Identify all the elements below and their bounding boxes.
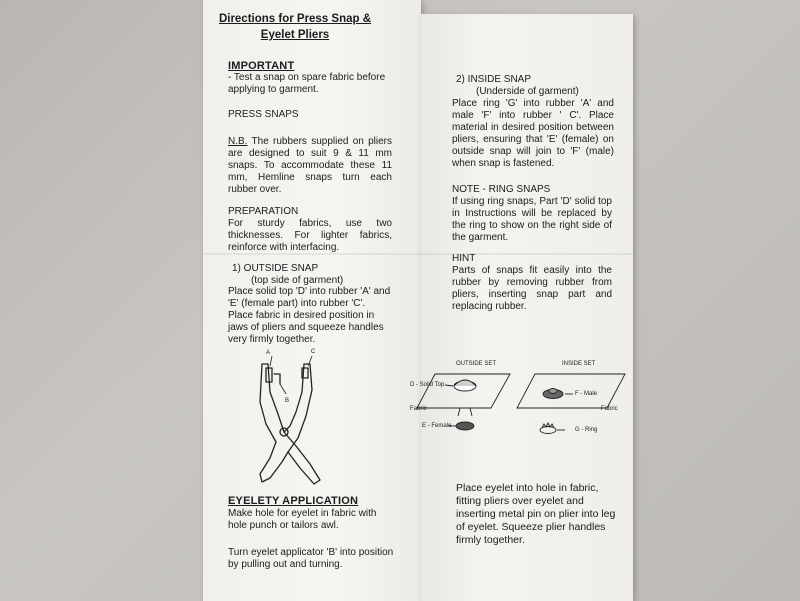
outside-snap-heading: 1) OUTSIDE SNAP [232,263,319,274]
note-text: If using ring snaps, Part 'D' solid top in Instructions will be replaced by the ring to show on the right side of the garment. [452,196,612,243]
preparation-heading: PREPARATION [228,206,299,217]
g-ring-label: G - Ring [575,427,598,433]
important-heading: IMPORTANT [228,60,295,72]
label-b: B [285,398,290,404]
pliers-illustration [240,342,330,492]
nb-label: N.B. [228,136,248,147]
preparation-text: For sturdy fabrics, use two thicknesses. For lighter fabrics, reinforce with interfacing. [228,218,392,253]
note-heading: NOTE - RING SNAPS [452,184,551,195]
nb-text: The rubbers supplied on pliers are designed to suit 9 & 11 mm snaps. To accommodate these 11 mm, Hemline snaps turn each rubber over. [228,136,392,195]
inside-snap-subheading: (Underside of garment) [476,86,579,97]
inside-set-label: INSIDE SET [562,361,596,367]
inside-snap-text: Place ring 'G' into rubber 'A' and male 'F' into rubber ' C'. Place material in desired position between pliers, ensuring that 'E' (female) on outside snap will join to 'F' (male) when snap is fastened. [452,98,614,169]
eyelet-text-2: Turn eyelet applicator 'B' into position by pulling out and turning. [228,547,394,570]
title-line-1: Directions for Press Snap & [218,13,372,25]
fabric-right-label: Fabric [601,406,618,412]
hint-text: Parts of snaps fit easily into the rubber by removing rubber from pliers, inserting snap part and replacing rubber. [452,265,612,312]
title-line-2: Eyelet Pliers [260,29,330,41]
eyelet-heading: EYELETY APPLICATION [228,495,359,507]
important-text: - Test a snap on spare fabric before applying to garment. [228,72,386,95]
eyelet-text-1: Make hole for eyelet in fabric with hole punch or tailors awl. [228,508,377,531]
outside-snap-text: Place solid top 'D' into rubber 'A' and 'E' (female part) into rubber 'C'. Place fabric in desired position in jaws of pliers and squeeze handles very firmly together. [228,286,391,345]
press-snaps-heading: PRESS SNAPS [228,109,299,120]
nb-paragraph [228,136,392,196]
fabric-left-label: Fabric [410,406,427,412]
label-c: C [311,349,316,355]
outside-snap-subheading: (top side of garment) [251,275,344,286]
eyelet-final-text: Place eyelet into hole in fabric, fitting pliers over eyelet and inserting metal pin on plier into leg of eyelet. Squeeze plier handles firmly together. [456,482,616,546]
outside-set-label: OUTSIDE SET [456,361,497,367]
e-female-label: E - Female [422,423,452,429]
d-solid-top-label: D - Solid Top [410,382,445,388]
inside-snap-heading: 2) INSIDE SNAP [456,74,532,85]
hint-heading: HINT [452,253,476,264]
label-a: A [266,350,271,356]
f-male-label: F - Male [575,391,598,397]
